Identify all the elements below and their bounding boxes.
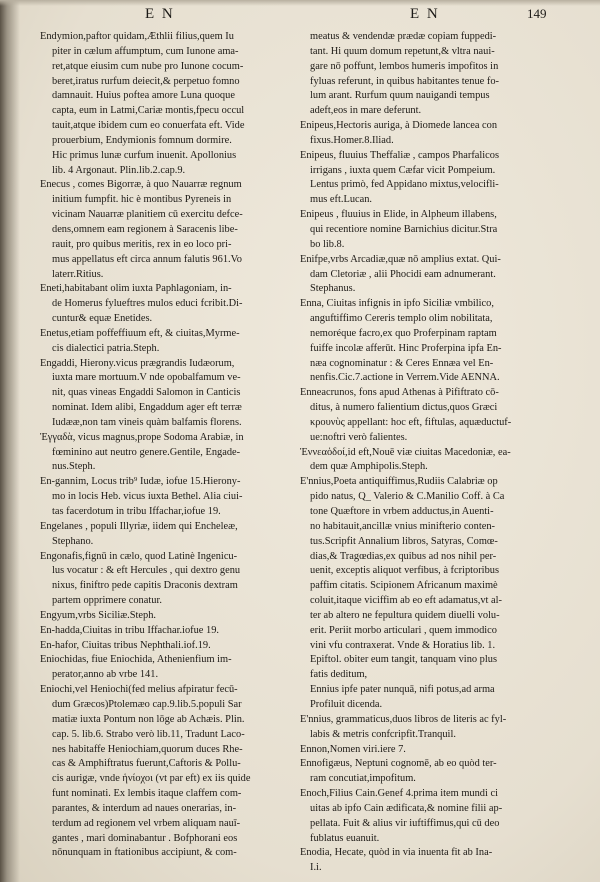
text-line: cuntur& equæ Enetides. — [52, 313, 153, 325]
text-line: Ἐγγαδὰ, vicus magnus,prope Sodoma Arabiæ, in — [40, 431, 244, 443]
text-line: beret,iratus rurfum deiecit,& perpetuo fomno — [52, 75, 240, 87]
text-line: cap. 5. lib.6. Strabo verò lib.11, Tradunt Laco- — [52, 728, 245, 740]
text-line: erit. Periit morbo articulari , quem immodico — [310, 624, 497, 636]
text-line: capta, eum in Latmi,Cariæ montis,fpecu occul — [52, 105, 245, 117]
text-line: bo lib.8. — [310, 238, 345, 250]
text-line: terdum ad regionem vel vrbem aliquam nauī- — [52, 817, 241, 829]
text-line: cis aurigæ, vnde ἡνίοχοι (vt par eft) ex iis quide — [52, 773, 251, 785]
running-header — [0, 6, 600, 28]
page-number: 149 — [527, 6, 547, 21]
text-line: labis & metris confcripfit.Tranquil. — [310, 728, 456, 740]
text-line: nenfis.Cic.7.actione in Verrem.Vide AENNA. — [310, 372, 500, 384]
text-line: dam Cletoriæ , alii Phocidi eam adnumerant. — [310, 268, 496, 280]
text-line: tant. Hi quum domum repetunt,& vltra naui- — [310, 45, 495, 57]
text-line: adeft,eos in mare deferunt. — [310, 105, 422, 117]
text-line: Enoch,Filius Cain.Genef 4.prima item mundi ci — [300, 788, 498, 800]
right-text-column — [300, 30, 568, 876]
text-line: dias,& Tragœdias,ex quibus ad nos nihil per- — [310, 550, 497, 562]
text-line: ter ab altero ne fepultura quidem diuelli volu- — [310, 609, 500, 621]
text-line: fuiffe incolæ afferūt. Hinc Proferpina ipfa En- — [310, 342, 502, 354]
text-line: Eneti,habitabant olim iuxta Paphlagoniam, in- — [40, 283, 232, 295]
text-line: tauit,atque ibidem cum eo conuerfata eft. Vide — [52, 120, 245, 132]
text-line: nixus, finiftro pede capitis Draconis dextram — [52, 580, 238, 592]
text-line: tone Quæftore in vrbem adductus,in Auenti- — [310, 506, 494, 517]
text-line: matiæ iuxta Pontum non lōge ab Achæis. Plin. — [52, 713, 245, 725]
text-line: anguftiffimo Cereris templo olim nobilitata, — [310, 313, 493, 325]
text-line: Ennon,Nomen viri.iere 7. — [300, 743, 406, 755]
text-line: prouerbium, Endymionis fomnum dormire. — [52, 134, 232, 146]
text-line: Ennius ipfe pater nunquā, nifi potus,ad arma — [310, 684, 495, 696]
text-line: nemoréque facro,ex quo Proferpinam raptam — [310, 327, 497, 339]
text-line: nominat. Idem alibi, Engaddum ager eft terræ — [52, 402, 242, 414]
text-line: Enipeus,Hectoris auriga, à Diomede lancea con — [300, 120, 498, 132]
text-line: irrigans , iuxta quem Cæfar vicit Pompeium. — [310, 164, 496, 176]
text-line: Enna, Ciuitas infignis in ipfo Siciliæ vmbilico, — [300, 298, 494, 310]
text-line: Eniochidas, fiue Eniochida, Athenienfium im- — [40, 654, 232, 666]
text-line: Iudææ,non tam vineis quàm balfamis florens. — [52, 416, 242, 428]
text-line: de Homerus fylueftres mulos educi fcribit.Di- — [52, 298, 243, 310]
text-line: Enneacrunos, fons apud Athenas à Pififtrato cō- — [300, 387, 499, 399]
text-line: Profiluit dicenda. — [310, 698, 383, 710]
text-line: parantes, & interdum ad naues onerarias, in- — [52, 802, 237, 814]
text-line: Hic primus lunæ curfum inuenit. Apollonius — [52, 149, 237, 161]
text-line: Engaddi, Hierony.vicus prægrandis Iudæorum, — [40, 357, 235, 369]
text-line: gare nō poffunt, lembos humeris impofitos in — [310, 60, 499, 72]
text-line: iuxta mare mortuum.V nde opobalfamum ve- — [52, 372, 241, 384]
text-line: κρουνὺς appellant: hoc eft, fiftulas, aquæductuf- — [310, 416, 512, 428]
text-line: piter in cælum affumptum, cum Iunone ama- — [52, 45, 239, 57]
text-line: E'nnius, grammaticus,duos libros de literis ac fyl- — [300, 713, 507, 725]
text-line: partem opprimere conatur. — [52, 595, 162, 607]
text-line: paffim citatis. Scipionem Africanum maximè — [310, 580, 498, 592]
text-line: Endymion,paftor quidam,Æthlii filius,quem Iu — [40, 31, 234, 42]
text-line: uitas ab ipfo Cain ædificata,& nomine filii ap- — [310, 802, 503, 814]
text-line: ret,atque eiusim cum nube pro Iunone cocum- — [52, 60, 244, 72]
text-line: pido natus, Q_ Valerio & C.Manilio Coff. à Ca — [310, 491, 505, 503]
text-line: pellata. Fuit & alius vir iuftiffimus,qui cū deo — [310, 817, 500, 829]
text-line: lus vocatur : & eft Hercules , qui dextro genu — [52, 565, 241, 577]
text-line: tus.Scripfit Annalium libros, Satyras, Comœ- — [310, 535, 498, 547]
left-text-column — [40, 30, 302, 861]
text-line: Lentus primò, fed Appidano mixtus,velocifli- — [310, 179, 499, 191]
text-line: En-hafor, Ciuitas tribus Nephthali.iof.19. — [40, 639, 211, 651]
text-line: fublatus euanuit. — [310, 832, 380, 844]
text-line: næa cognominatur : & Ceres Ennæa vel En- — [310, 357, 494, 369]
text-line: Ennofigæus, Neptuni cognomē, ab eo quòd ter- — [300, 758, 497, 770]
text-line: tas facerdotum in tribu Iffachar,iofue 19. — [52, 506, 221, 517]
text-line: perator,anno ab vrbe 141. — [52, 669, 159, 681]
text-line: mo in locis Heb. vicus iuxta Bethel. Alia ciui- — [52, 491, 243, 503]
text-line: nus.Steph. — [52, 461, 96, 473]
text-line: mus eft.Lucan. — [310, 194, 373, 206]
text-line: meatus & vendendæ prædæ copiam fuppedi- — [310, 31, 497, 42]
text-line: I.i. — [310, 862, 322, 874]
text-line: Enipeus , fluuius in Elide, in Alpheum illabens, — [300, 209, 497, 221]
text-line: nit, quas vineas Engaddi Salomon in Canticis — [52, 387, 241, 399]
text-line: cas & Amphiftratus fuerunt,Caftoris & Pollu- — [52, 758, 241, 770]
text-line: nes habitaffe Heniochiam,quorum duces Rhe- — [52, 743, 243, 755]
text-line: ue:noftri verò falientes. — [310, 431, 408, 443]
text-line: fyluas referunt, in quibus habitantes tenue fo- — [310, 75, 499, 87]
text-line: En-hadda,Ciuitas in tribu Iffachar.iofue 19. — [40, 624, 219, 636]
text-line: fixus.Homer.8.Iliad. — [310, 134, 394, 146]
text-line: lum arant. Rurfum quum nauigandi tempus — [310, 90, 490, 102]
binding-shadow — [0, 0, 20, 882]
text-line: Epiftol. obiter eum tangit, tanquam vino plus — [310, 654, 498, 666]
text-line: ditus, à numero falientium dictus,quos Græci — [310, 402, 498, 414]
text-line: Stephano. — [52, 535, 94, 547]
text-line: lib. 4 Argonaut. Plin.lib.2.cap.9. — [52, 164, 186, 176]
text-line: Stephanus. — [310, 283, 356, 295]
text-line: E'nnius,Poeta antiquiffimus,Rudiis Calabriæ op — [300, 476, 498, 488]
text-line: Enifpe,vrbs Arcadiæ,quæ nō amplius extat. Qui- — [300, 253, 501, 265]
text-line: vini vfu contraxerat. Vnde & Horatius lib. 1. — [310, 639, 496, 651]
text-line: En-gannim, Locus trib⁹ Iudæ, iofue 15.Hierony- — [40, 476, 241, 488]
text-line: Enipeus, fluuius Theffaliæ , campos Pharfalicos — [300, 149, 500, 161]
text-line: Ἐννεαὁδοί,id eft,Nouē viæ ciuitas Macedoniæ, ea- — [300, 446, 511, 458]
text-line: ram concutiat,impofitum. — [310, 773, 416, 785]
text-line: initium fumpfit. hic è montibus Pyreneis in — [52, 194, 232, 206]
text-line: qui recentiore nomine Barnichius dicitur.Stra — [310, 223, 498, 235]
text-line: Eniochi,vel Heniochi(fed melius afpiratur fecū- — [40, 684, 238, 696]
text-line: dum Græcos)Ptolemæo cap.9.lib.5.populi Sar — [52, 698, 242, 710]
text-line: dem quæ Amphipolis.Steph. — [310, 461, 428, 473]
text-line: coluit,itaque viciffim ab eo eft adamatus,vt al- — [310, 595, 502, 607]
text-line: fœminino aut neutro genere.Gentile, Engade- — [52, 446, 241, 458]
text-line: Enodia, Hecate, quòd in via inuenta fit ab Ina- — [300, 847, 493, 859]
text-line: gantes , mari dominabantur . Bofphorani eos — [52, 832, 238, 844]
text-line: laterr.Ritius. — [52, 268, 104, 280]
text-line: cis dialectici patria.Steph. — [52, 342, 160, 354]
text-line: Enetus,etiam poffeffiuum eft, & ciuitas,Myrme- — [40, 327, 240, 339]
running-head-right: E N — [410, 6, 440, 22]
text-line: uenit, exceptis aliquot verfibus, à fcriptoribus — [310, 565, 499, 577]
text-line: vicinam Nauarræ planitiem cū exercitu defce- — [52, 209, 243, 221]
text-line: Engelanes , populi Illyriæ, iidem qui Encheleæ, — [40, 520, 238, 532]
text-line: Engyum,vrbs Siciliæ.Steph. — [40, 609, 157, 621]
text-line: dens,omnem eam regionem à Saracenis libe- — [52, 223, 238, 235]
text-line: rauit, pro quibus meritis, rex in eo loco pri- — [52, 238, 232, 250]
text-line: mus appellatus eft circa annum falutis 961.Vo — [52, 253, 242, 265]
text-line: fatis deditum, — [310, 669, 368, 681]
text-line: funt nominati. Ex lembis itaque claffem com- — [52, 788, 242, 800]
text-line: nōnunquam in ftationibus accipiunt, & com- — [52, 847, 237, 859]
text-line: damnauit. Huius poftea amore Luna quoque — [52, 90, 235, 102]
text-line: Enecus , comes Bigorræ, à quo Nauarræ regnum — [40, 179, 242, 191]
running-head-left: E N — [145, 6, 175, 22]
text-line: Engonafis,fignū in cælo, quod Latinè Ingenicu- — [40, 550, 238, 562]
text-line: no habitauit,ancillæ vnius minifterio conten- — [310, 520, 495, 532]
